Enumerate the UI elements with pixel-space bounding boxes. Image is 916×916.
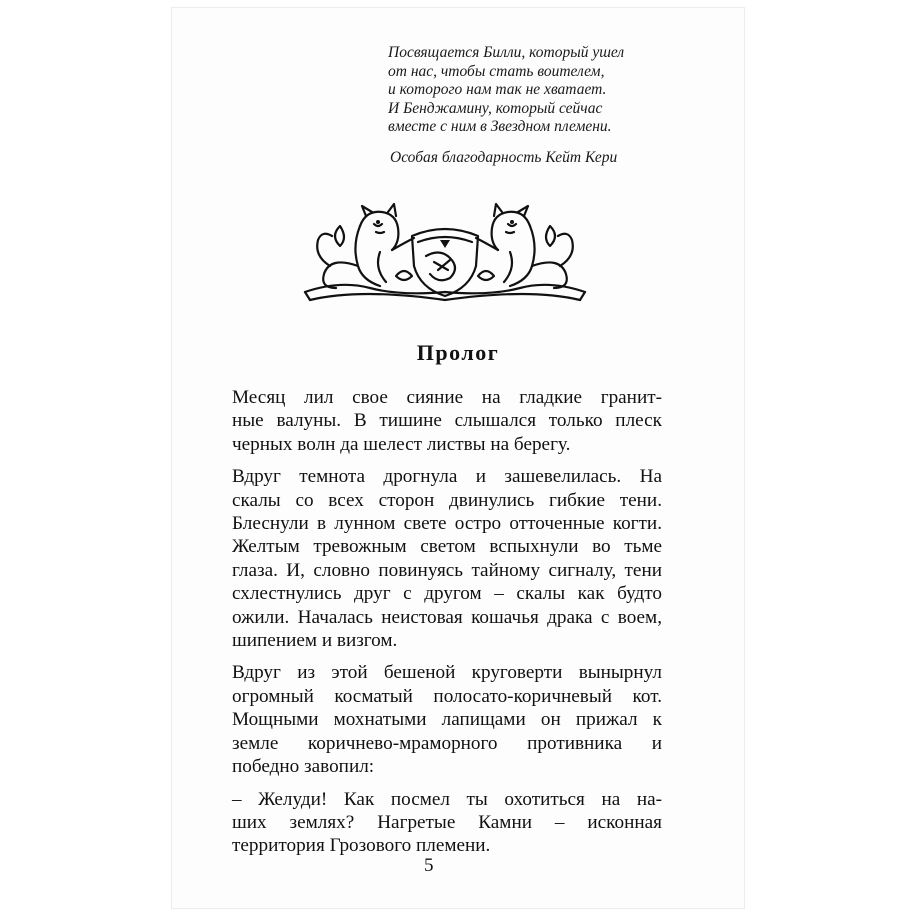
chapter-body <box>232 386 662 858</box>
text-line: огромный косматый полосато-коричневый кот. <box>232 685 662 707</box>
acknowledgement: Особая благодарность Кейт Кери <box>390 149 618 166</box>
text-line: Вдруг из этой бешеной круговерти вынырнул <box>232 662 662 684</box>
text-line: схлестнулись друг с другом – скалы как будто <box>232 583 662 605</box>
text-line: земле коричнево-мраморного противника и <box>232 732 662 754</box>
text-line: Месяц лил свое сияние на гладкие гранит- <box>232 387 662 408</box>
text-line: шипением и визгом. <box>232 630 398 652</box>
heraldic-cats-ornament <box>300 196 590 308</box>
dedication-line: Посвящается Билли, который ушел <box>388 44 625 61</box>
text-line: скалы со всех сторон двинулись гибкие тени. <box>232 489 662 511</box>
paragraph <box>232 661 662 778</box>
text-line: Желтым тревожным светом вспыхнули во тьме <box>232 536 662 558</box>
dedication <box>388 44 678 137</box>
text-line: черных волн да шелест листвы на берегу. <box>232 433 571 455</box>
text-line: ожили. Началась неистовая кошачья драка с воем, <box>232 606 662 628</box>
text-line: ших землях? Нагретые Камни – исконная <box>232 811 662 833</box>
text-line: ные валуны. В тишине слышался только плеск <box>232 410 662 432</box>
dedication-line: и которого нам так не хватает. <box>388 81 607 98</box>
paragraph <box>232 386 662 456</box>
paragraph <box>232 465 662 652</box>
dedication-line: вместе с ним в Звездном племени. <box>388 118 612 135</box>
text-line: глаза. И, словно повинуясь тайному сигналу, тени <box>232 559 662 581</box>
dedication-line: от нас, чтобы стать воителем, <box>388 62 605 80</box>
page-number: 5 <box>424 855 434 876</box>
text-line: Вдруг темнота дрогнула и зашевелилась. На <box>232 466 662 488</box>
text-line: – Желуди! Как посмел ты охотиться на на- <box>232 788 662 810</box>
paragraph <box>232 788 662 858</box>
chapter-title: Пролог <box>416 340 500 365</box>
text-line: Блеснули в лунном свете остро отточенные когти. <box>232 513 662 535</box>
text-line: территория Грозового племени. <box>232 835 491 857</box>
text-line: Мощными мохнатыми лапищами он прижал к <box>232 709 662 731</box>
text-line: победно завопил: <box>232 756 375 778</box>
dedication-line: И Бенджамину, который сейчас <box>388 99 603 117</box>
